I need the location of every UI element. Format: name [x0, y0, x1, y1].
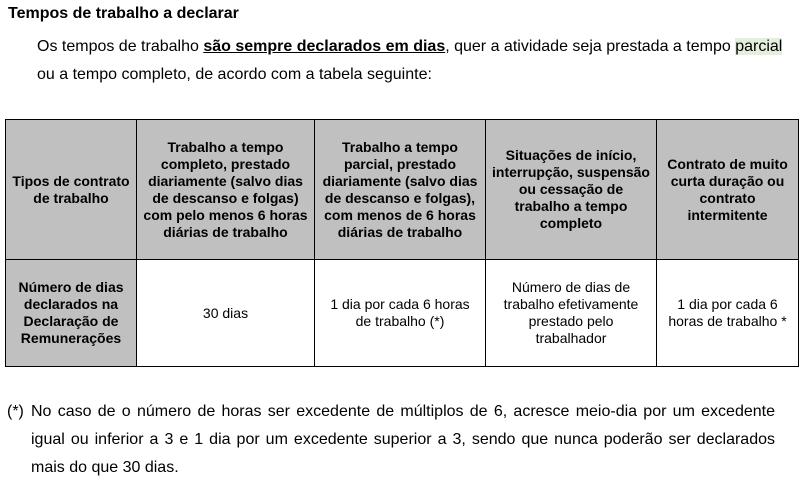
intro-text-part2: , quer a atividade seja prestada a tempo: [445, 38, 736, 55]
intro-highlighted-word: parcial: [735, 38, 783, 55]
header-part-time: Trabalho a tempo parcial, prestado diariamente (salvo dias de descanso e folgas), com menos de 6 horas diárias de trabalho: [315, 120, 486, 260]
cell-part-time-days: 1 dia por cada 6 horas de trabalho (*): [315, 260, 486, 367]
section-title: Tempos de trabalho a declarar: [8, 5, 239, 22]
table-header-row: [6, 120, 799, 260]
footnote: [7, 398, 775, 482]
table-row: [6, 260, 799, 367]
intro-text-part3: ou a tempo completo, de acordo com a tabela seguinte:: [37, 66, 432, 83]
cell-very-short-contract-days: 1 dia por cada 6 horas de trabalho *: [657, 260, 799, 367]
header-very-short-contract: Contrato de muito curta duração ou contrato intermitente: [657, 120, 799, 260]
working-time-table: [5, 119, 799, 367]
header-contract-types: Tipos de contrato de trabalho: [6, 120, 137, 260]
footnote-text: No caso de o número de horas ser excedente de múltiplos de 6, acresce meio-dia por um excedente igual ou inferior a 3 e 1 dia por um excedente superior a 3, sendo que nunca poderão ser declarados mais do que 30 dias.: [31, 403, 775, 476]
header-full-time: Trabalho a tempo completo, prestado diariamente (salvo dias de descanso e folgas) com pelo menos 6 horas diárias de trabalho: [137, 120, 315, 260]
cell-start-interruption-days: Número de dias de trabalho efetivamente prestado pelo trabalhador: [486, 260, 657, 367]
cell-full-time-days: 30 dias: [137, 260, 315, 367]
footnote-marker: (*): [7, 403, 24, 420]
intro-emphasis: são sempre declarados em dias: [203, 38, 446, 55]
intro-text-part1: Os tempos de trabalho: [37, 38, 204, 55]
header-start-interruption: Situações de início, interrupção, suspensão ou cessação de trabalho a tempo completo: [486, 120, 657, 260]
row-label-days-declared: Número de dias declarados na Declaração de Remunerações: [6, 260, 137, 367]
intro-paragraph: [37, 33, 797, 89]
